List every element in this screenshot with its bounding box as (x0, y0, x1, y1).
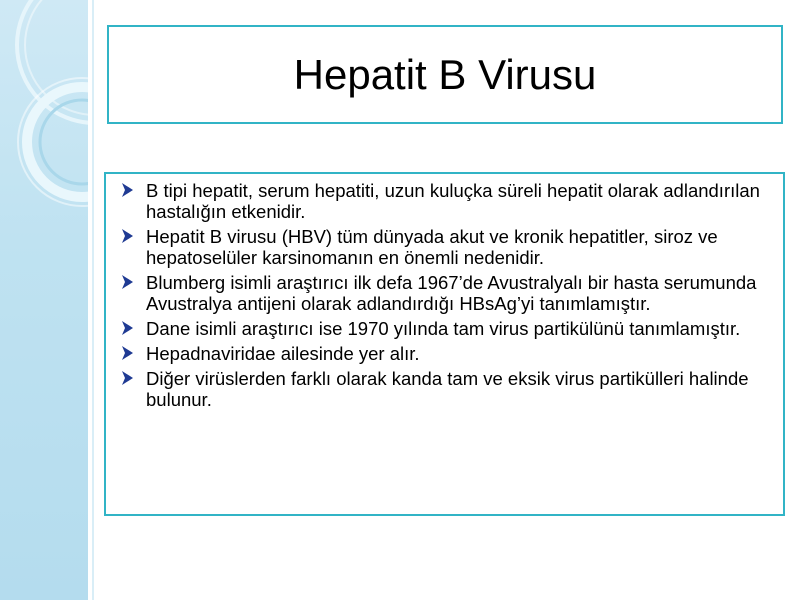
bullet-text: Blumberg isimli araştırıcı ilk defa 1967’de Avustralyalı bir hasta serumunda Avustralya antijeni olarak adlandırdığı HBsAg’yi tanımlamıştır. (146, 272, 757, 314)
arrow-bullet-icon (120, 344, 136, 362)
list-item (120, 226, 771, 268)
arrow-bullet-icon (120, 181, 136, 199)
arrow-bullet-icon (120, 319, 136, 337)
circle-rings-decoration (0, 0, 88, 600)
slide-title: Hepatit B Virusu (293, 50, 597, 98)
list-item (120, 272, 771, 314)
bullet-text: Hepatit B virusu (HBV) tüm dünyada akut ve kronik hepatitler, siroz ve hepatoselüler karsinomanın en önemli nedenidir. (146, 226, 718, 268)
list-item (120, 343, 771, 364)
bullet-text: Hepadnaviridae ailesinde yer alır. (146, 343, 420, 364)
title-frame (107, 25, 783, 124)
bullet-text: Dane isimli araştırıcı ise 1970 yılında tam virus partikülünü tanımlamıştır. (146, 318, 741, 339)
arrow-bullet-icon (120, 369, 136, 387)
arrow-bullet-icon (120, 227, 136, 245)
list-item (120, 318, 771, 339)
content-frame (104, 172, 785, 516)
bullet-text: B tipi hepatit, serum hepatiti, uzun kuluçka süreli hepatit olarak adlandırılan hastalığın etkenidir. (146, 180, 760, 222)
side-divider-shade (92, 0, 94, 600)
side-decoration-band (0, 0, 88, 600)
list-item (120, 368, 771, 410)
bullet-text: Diğer virüslerden farklı olarak kanda tam ve eksik virus partikülleri halinde bulunur. (146, 368, 749, 410)
arrow-bullet-icon (120, 273, 136, 291)
bullet-list (120, 180, 771, 410)
list-item (120, 180, 771, 222)
